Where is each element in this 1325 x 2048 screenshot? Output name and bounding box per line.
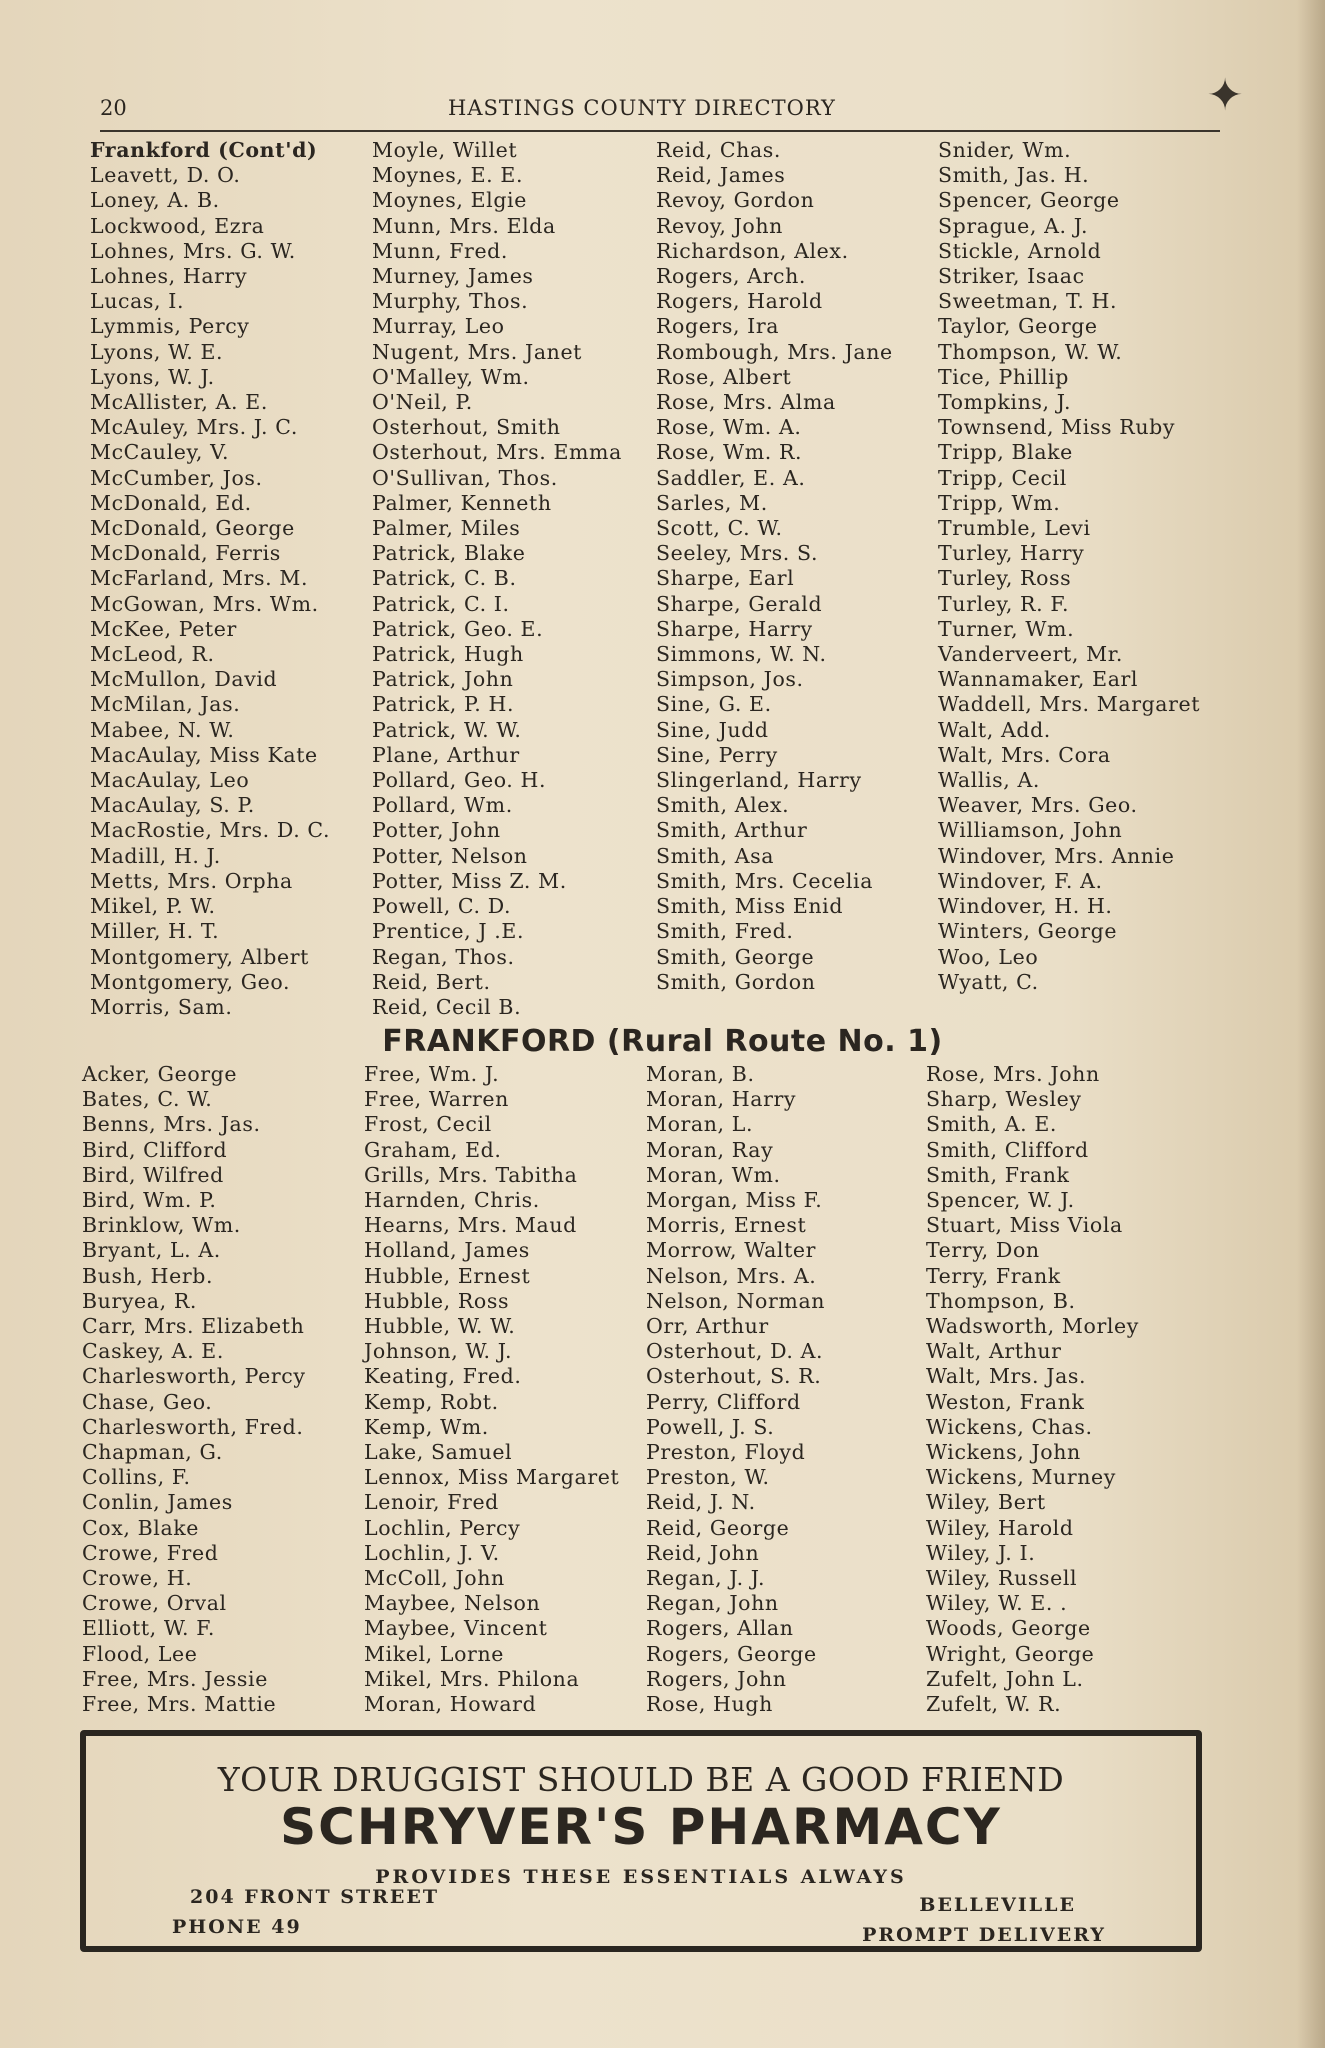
directory-entry: McDonald, Ed. [90,490,252,515]
directory-entry: Hubble, Ernest [364,1263,531,1288]
directory-entry: Lenoir, Fred [364,1490,499,1515]
directory-entry: Lake, Samuel [364,1440,513,1465]
directory-entry: Rose, Hugh [646,1692,773,1717]
running-title: HASTINGS COUNTY DIRECTORY [448,96,836,120]
directory-entry: Snider, Wm. [938,138,1072,162]
directory-entry: Thompson, B. [926,1288,1076,1313]
directory-entry: McGowan, Mrs. Wm. [90,591,319,616]
directory-entry: Sarles, M. [656,490,768,515]
ad-subline: PROVIDES THESE ESSENTIALS ALWAYS [375,1866,907,1888]
directory-entry: Winters, George [938,919,1118,944]
directory-entry: Weston, Frank [926,1389,1085,1414]
directory-entry: Windover, Mrs. Annie [938,843,1175,868]
directory-entry: Osterhout, D. A. [646,1339,824,1364]
directory-entry: Spencer, W. J. [926,1188,1075,1213]
directory-entry: Moynes, Elgie [372,188,527,213]
directory-entry: Brinklow, Wm. [82,1213,241,1238]
directory-entry: MacRostie, Mrs. D. C. [90,818,331,843]
directory-entry: Simmons, W. N. [656,642,827,667]
directory-entry: Miller, H. T. [90,919,220,944]
directory-entry: Mabee, N. W. [90,717,235,742]
directory-entry: Smith, Asa [656,843,775,868]
directory-entry: Caskey, A. E. [82,1339,224,1364]
directory-entry: Sine, Judd [656,717,769,742]
directory-entry: Woods, George [926,1616,1091,1641]
directory-entry: Mikel, P. W. [90,894,216,919]
directory-entry: Munn, Mrs. Elda [372,213,556,238]
directory-entry: Rose, Wm. A. [656,415,802,440]
directory-entry: Orr, Arthur [646,1314,769,1339]
directory-entry: Acker, George [82,1062,238,1086]
directory-entry: Patrick, John [372,667,514,692]
directory-entry: Patrick, C. I. [372,591,510,616]
directory-entry: Hubble, Ross [364,1288,510,1313]
directory-entry: Lyons, W. J. [90,364,215,389]
directory-entry: MacAulay, S. P. [90,793,255,818]
directory-entry: Chapman, G. [82,1440,223,1465]
directory-entry: Walt, Mrs. Jas. [926,1364,1087,1389]
directory-entry: Rombough, Mrs. Jane [656,339,893,364]
directory-entry: Sprague, A. J. [938,213,1089,238]
directory-entry: Moynes, E. E. [372,163,524,188]
directory-entry: Windover, F. A. [938,868,1103,893]
directory-entry: Madill, H. J. [90,843,221,868]
directory-entry: Reid, George [646,1515,790,1540]
directory-entry: Turner, Wm. [938,616,1075,641]
directory-entry: Tompkins, J. [938,390,1072,415]
directory-entry: Mikel, Mrs. Philona [364,1666,580,1691]
frankford-continued-section [90,138,1220,1018]
ad-city: BELLEVILLE [919,1894,1076,1916]
directory-entry: Lyons, W. E. [90,339,224,364]
directory-entry: Smith, Mrs. Cecelia [656,868,874,893]
directory-entry: Moran, B. [646,1062,755,1086]
directory-entry: McDonald, Ferris [90,541,281,566]
directory-entry: Reid, John [646,1540,760,1565]
directory-entry: Prentice, J .E. [372,919,525,944]
pharmacy-advertisement [80,1730,1202,1952]
directory-entry: Taylor, George [938,314,1098,339]
directory-entry: Preston, W. [646,1465,770,1490]
directory-entry: Sweetman, T. H. [938,289,1118,314]
directory-entry: Reid, J. N. [646,1490,756,1515]
directory-entry: McAuley, Mrs. J. C. [90,415,298,440]
directory-entry: Tripp, Blake [938,440,1073,465]
directory-entry: Elliott, W. F. [82,1616,215,1641]
directory-entry: Reid, Bert. [372,969,491,994]
directory-entry: Thompson, W. W. [938,339,1123,364]
directory-entry: Montgomery, Albert [90,944,309,969]
directory-entry: Lohnes, Mrs. G. W. [90,238,296,263]
directory-entry: Patrick, Geo. E. [372,616,544,641]
directory-entry: Spencer, George [938,188,1120,213]
directory-entry: Windover, H. H. [938,894,1113,919]
directory-entry: Frankford (Cont'd) [90,138,318,162]
directory-entry: Scott, C. W. [656,516,783,541]
directory-entry: Crowe, Orval [82,1591,227,1616]
directory-entry: Free, Warren [364,1087,509,1112]
directory-entry: Pollard, Wm. [372,793,513,818]
page-header [100,96,1220,132]
directory-entry: Saddler, E. A. [656,465,806,490]
directory-entry: Regan, J. J. [646,1566,766,1591]
directory-entry: Bryant, L. A. [82,1238,221,1263]
directory-entry: McFarland, Mrs. M. [90,566,309,591]
directory-entry: Harnden, Chris. [364,1188,540,1213]
directory-entry: Rose, Albert [656,364,792,389]
directory-entry: McAllister, A. E. [90,390,268,415]
directory-entry: Woo, Leo [938,944,1039,969]
directory-column [82,1062,306,1717]
directory-entry: Moran, Howard [364,1692,537,1717]
directory-entry: Turley, R. F. [938,591,1070,616]
directory-entry: Rose, Mrs. Alma [656,390,836,415]
directory-entry: Nelson, Norman [646,1288,826,1313]
directory-entry: Trumble, Levi [938,516,1091,541]
directory-entry: Wiley, Bert [926,1490,1046,1515]
directory-entry: Rose, Wm. R. [656,440,803,465]
directory-entry: Graham, Ed. [364,1137,502,1162]
directory-entry: Murphy, Thos. [372,289,529,314]
directory-entry: Walt, Add. [938,717,1051,742]
directory-entry: Wadsworth, Morley [926,1314,1139,1339]
directory-entry: Loney, A. B. [90,188,220,213]
directory-entry: Chase, Geo. [82,1389,213,1414]
directory-entry: Reid, Cecil B. [372,994,522,1019]
directory-entry: Lockwood, Ezra [90,213,265,238]
directory-entry: Potter, John [372,818,501,843]
directory-entry: Wiley, J. I. [926,1540,1036,1565]
directory-entry: Murney, James [372,264,534,289]
directory-column [646,1062,825,1717]
directory-entry: Rogers, Allan [646,1616,794,1641]
directory-entry: Tripp, Cecil [938,465,1067,490]
directory-entry: Rose, Mrs. John [926,1062,1100,1086]
directory-entry: Regan, John [646,1591,779,1616]
directory-entry: Hearns, Mrs. Maud [364,1213,577,1238]
directory-entry: Patrick, Hugh [372,642,524,667]
directory-entry: Carr, Mrs. Elizabeth [82,1314,305,1339]
directory-entry: Patrick, Blake [372,541,526,566]
directory-entry: Smith, Alex. [656,793,790,818]
directory-entry: Lymmis, Percy [90,314,250,339]
directory-entry: Turley, Harry [938,541,1085,566]
directory-entry: Morris, Ernest [646,1213,807,1238]
directory-entry: Flood, Lee [82,1641,198,1666]
directory-column [938,138,1200,995]
directory-entry: Moyle, Willet [372,138,518,162]
directory-entry: Mikel, Lorne [364,1641,504,1666]
directory-entry: Wickens, Chas. [926,1414,1093,1439]
directory-entry: Free, Mrs. Jessie [82,1666,268,1691]
directory-entry: Revoy, John [656,213,783,238]
directory-entry: Hubble, W. W. [364,1314,516,1339]
directory-entry: Charlesworth, Percy [82,1364,306,1389]
directory-entry: McDonald, George [90,516,295,541]
ad-phone: PHONE 49 [172,1916,302,1938]
directory-entry: Walt, Mrs. Cora [938,742,1111,767]
directory-entry: Charlesworth, Fred. [82,1414,304,1439]
directory-entry: Moran, Wm. [646,1162,781,1187]
directory-entry: Rogers, John [646,1666,787,1691]
directory-entry: Stickle, Arnold [938,238,1102,263]
directory-entry: Maybee, Vincent [364,1616,548,1641]
directory-entry: Free, Wm. J. [364,1062,500,1086]
directory-entry: Patrick, W. W. [372,717,522,742]
frankford-rural-route-section [82,1062,1222,1722]
directory-entry: Collins, F. [82,1465,191,1490]
directory-entry: Rogers, George [646,1641,817,1666]
directory-entry: Lochlin, J. V. [364,1540,500,1565]
torn-corner-mark: ✦ [1206,70,1244,121]
page-number: 20 [100,96,127,120]
ad-address: 204 FRONT STREET [190,1886,439,1908]
directory-entry: Sharpe, Harry [656,616,813,641]
directory-entry: O'Neil, P. [372,390,473,415]
directory-entry: Wiley, Harold [926,1515,1074,1540]
directory-entry: Smith, Arthur [656,818,808,843]
directory-entry: Moran, Ray [646,1137,774,1162]
directory-entry: Murray, Leo [372,314,505,339]
directory-entry: Sine, Perry [656,742,778,767]
directory-entry: McCauley, V. [90,440,230,465]
directory-entry: Bird, Wilfred [82,1162,224,1187]
directory-entry: Smith, George [656,944,815,969]
directory-entry: Patrick, P. H. [372,692,515,717]
directory-entry: Wiley, Russell [926,1566,1078,1591]
ad-tagline: YOUR DRUGGIST SHOULD BE A GOOD FRIEND [217,1760,1065,1799]
directory-entry: McCumber, Jos. [90,465,263,490]
directory-entry: Smith, Clifford [926,1137,1089,1162]
directory-entry: Bush, Herb. [82,1263,214,1288]
directory-entry: Keating, Fred. [364,1364,522,1389]
directory-entry: Regan, Thos. [372,944,515,969]
directory-entry: Kemp, Wm. [364,1414,489,1439]
directory-entry: Tice, Phillip [938,364,1070,389]
directory-entry: Nugent, Mrs. Janet [372,339,583,364]
directory-entry: Rogers, Arch. [656,264,806,289]
directory-entry: Reid, Chas. [656,138,782,162]
directory-entry: Terry, Don [926,1238,1040,1263]
directory-entry: Morrow, Walter [646,1238,817,1263]
directory-entry: Reid, James [656,163,786,188]
directory-entry: Slingerland, Harry [656,768,862,793]
directory-entry: Morris, Sam. [90,994,233,1019]
directory-entry: Sharpe, Gerald [656,591,823,616]
directory-entry: Wyatt, C. [938,969,1039,994]
directory-entry: Sine, G. E. [656,692,772,717]
directory-entry: Preston, Floyd [646,1440,806,1465]
directory-entry: Simpson, Jos. [656,667,804,692]
directory-entry: Osterhout, Mrs. Emma [372,440,622,465]
directory-entry: Patrick, C. B. [372,566,517,591]
directory-entry: Zufelt, John L. [926,1666,1084,1691]
directory-entry: Zufelt, W. R. [926,1692,1062,1717]
directory-entry: Bird, Clifford [82,1137,228,1162]
directory-column [364,1062,619,1717]
directory-entry: McMullon, David [90,667,278,692]
directory-entry: Sharp, Wesley [926,1087,1082,1112]
directory-entry: Terry, Frank [926,1263,1061,1288]
directory-column [926,1062,1139,1717]
directory-entry: Palmer, Kenneth [372,490,552,515]
directory-entry: Wannamaker, Earl [938,667,1139,692]
directory-entry: Moran, Harry [646,1087,797,1112]
directory-entry: Montgomery, Geo. [90,969,291,994]
directory-entry: Cox, Blake [82,1515,200,1540]
directory-entry: Smith, A. E. [926,1112,1058,1137]
directory-entry: Smith, Frank [926,1162,1070,1187]
directory-entry: Free, Mrs. Mattie [82,1692,277,1717]
directory-entry: Turley, Ross [938,566,1072,591]
directory-entry: Bates, C. W. [82,1087,213,1112]
directory-entry: Potter, Miss Z. M. [372,868,567,893]
directory-entry: Striker, Isaac [938,264,1085,289]
directory-entry: Metts, Mrs. Orpha [90,868,293,893]
directory-entry: Rogers, Harold [656,289,823,314]
directory-entry: MacAulay, Miss Kate [90,742,318,767]
directory-entry: Holland, James [364,1238,530,1263]
directory-entry: McLeod, R. [90,642,215,667]
directory-entry: O'Sullivan, Thos. [372,465,558,490]
ad-business-name: SCHRYVER'S PHARMACY [280,1798,1002,1856]
directory-entry: Moran, L. [646,1112,754,1137]
directory-entry: Lucas, I. [90,289,185,314]
directory-entry: Smith, Gordon [656,969,816,994]
directory-entry: Morgan, Miss F. [646,1188,823,1213]
directory-entry: Johnson, W. J. [364,1339,513,1364]
directory-entry: Wallis, A. [938,768,1041,793]
directory-entry: Leavett, D. O. [90,163,241,188]
directory-entry: Powell, J. S. [646,1414,775,1439]
directory-entry: Williamson, John [938,818,1123,843]
directory-entry: Smith, Miss Enid [656,894,844,919]
ad-delivery: PROMPT DELIVERY [862,1924,1106,1946]
directory-entry: Pollard, Geo. H. [372,768,547,793]
directory-entry: Wright, George [926,1641,1095,1666]
directory-entry: Sharpe, Earl [656,566,795,591]
directory-entry: Smith, Jas. H. [938,163,1090,188]
directory-entry: Nelson, Mrs. A. [646,1263,817,1288]
directory-entry: Smith, Fred. [656,919,794,944]
directory-entry: Plane, Arthur [372,742,520,767]
directory-entry: Wickens, Murney [926,1465,1116,1490]
directory-entry: Conlin, James [82,1490,233,1515]
directory-entry: Waddell, Mrs. Margaret [938,692,1201,717]
directory-entry: Crowe, H. [82,1566,193,1591]
directory-entry: Maybee, Nelson [364,1591,541,1616]
directory-entry: Potter, Nelson [372,843,528,868]
directory-entry: Buryea, R. [82,1288,197,1313]
directory-entry: Osterhout, S. R. [646,1364,822,1389]
section-heading: FRANKFORD (Rural Route No. 1) [382,1024,943,1059]
directory-entry: Lennox, Miss Margaret [364,1465,620,1490]
directory-entry: Kemp, Robt. [364,1389,499,1414]
directory-entry: Munn, Fred. [372,238,509,263]
directory-entry: Lochlin, Percy [364,1515,521,1540]
directory-entry: Wiley, W. E. . [926,1591,1068,1616]
directory-entry: Palmer, Miles [372,516,521,541]
directory-entry: Weaver, Mrs. Geo. [938,793,1138,818]
directory-entry: Wickens, John [926,1440,1081,1465]
directory-entry: Perry, Clifford [646,1389,801,1414]
directory-entry: Townsend, Miss Ruby [938,415,1176,440]
directory-entry: Rogers, Ira [656,314,780,339]
directory-entry: Lohnes, Harry [90,264,248,289]
directory-column [90,138,330,1020]
directory-entry: MacAulay, Leo [90,768,250,793]
directory-entry: Crowe, Fred [82,1540,219,1565]
directory-column [372,138,622,1020]
directory-entry: Grills, Mrs. Tabitha [364,1162,578,1187]
directory-entry: Walt, Arthur [926,1339,1062,1364]
directory-entry: O'Malley, Wm. [372,364,530,389]
directory-column [656,138,893,995]
directory-entry: Osterhout, Smith [372,415,561,440]
directory-entry: McMilan, Jas. [90,692,241,717]
directory-entry: McColl, John [364,1566,505,1591]
directory-entry: Benns, Mrs. Jas. [82,1112,261,1137]
directory-entry: Vanderveert, Mr. [938,642,1123,667]
directory-entry: Richardson, Alex. [656,238,849,263]
directory-entry: Powell, C. D. [372,894,512,919]
directory-entry: Seeley, Mrs. S. [656,541,819,566]
directory-entry: Revoy, Gordon [656,188,815,213]
directory-entry: Frost, Cecil [364,1112,492,1137]
directory-entry: Bird, Wm. P. [82,1188,217,1213]
directory-entry: McKee, Peter [90,616,237,641]
directory-entry: Stuart, Miss Viola [926,1213,1123,1238]
directory-entry: Tripp, Wm. [938,490,1061,515]
